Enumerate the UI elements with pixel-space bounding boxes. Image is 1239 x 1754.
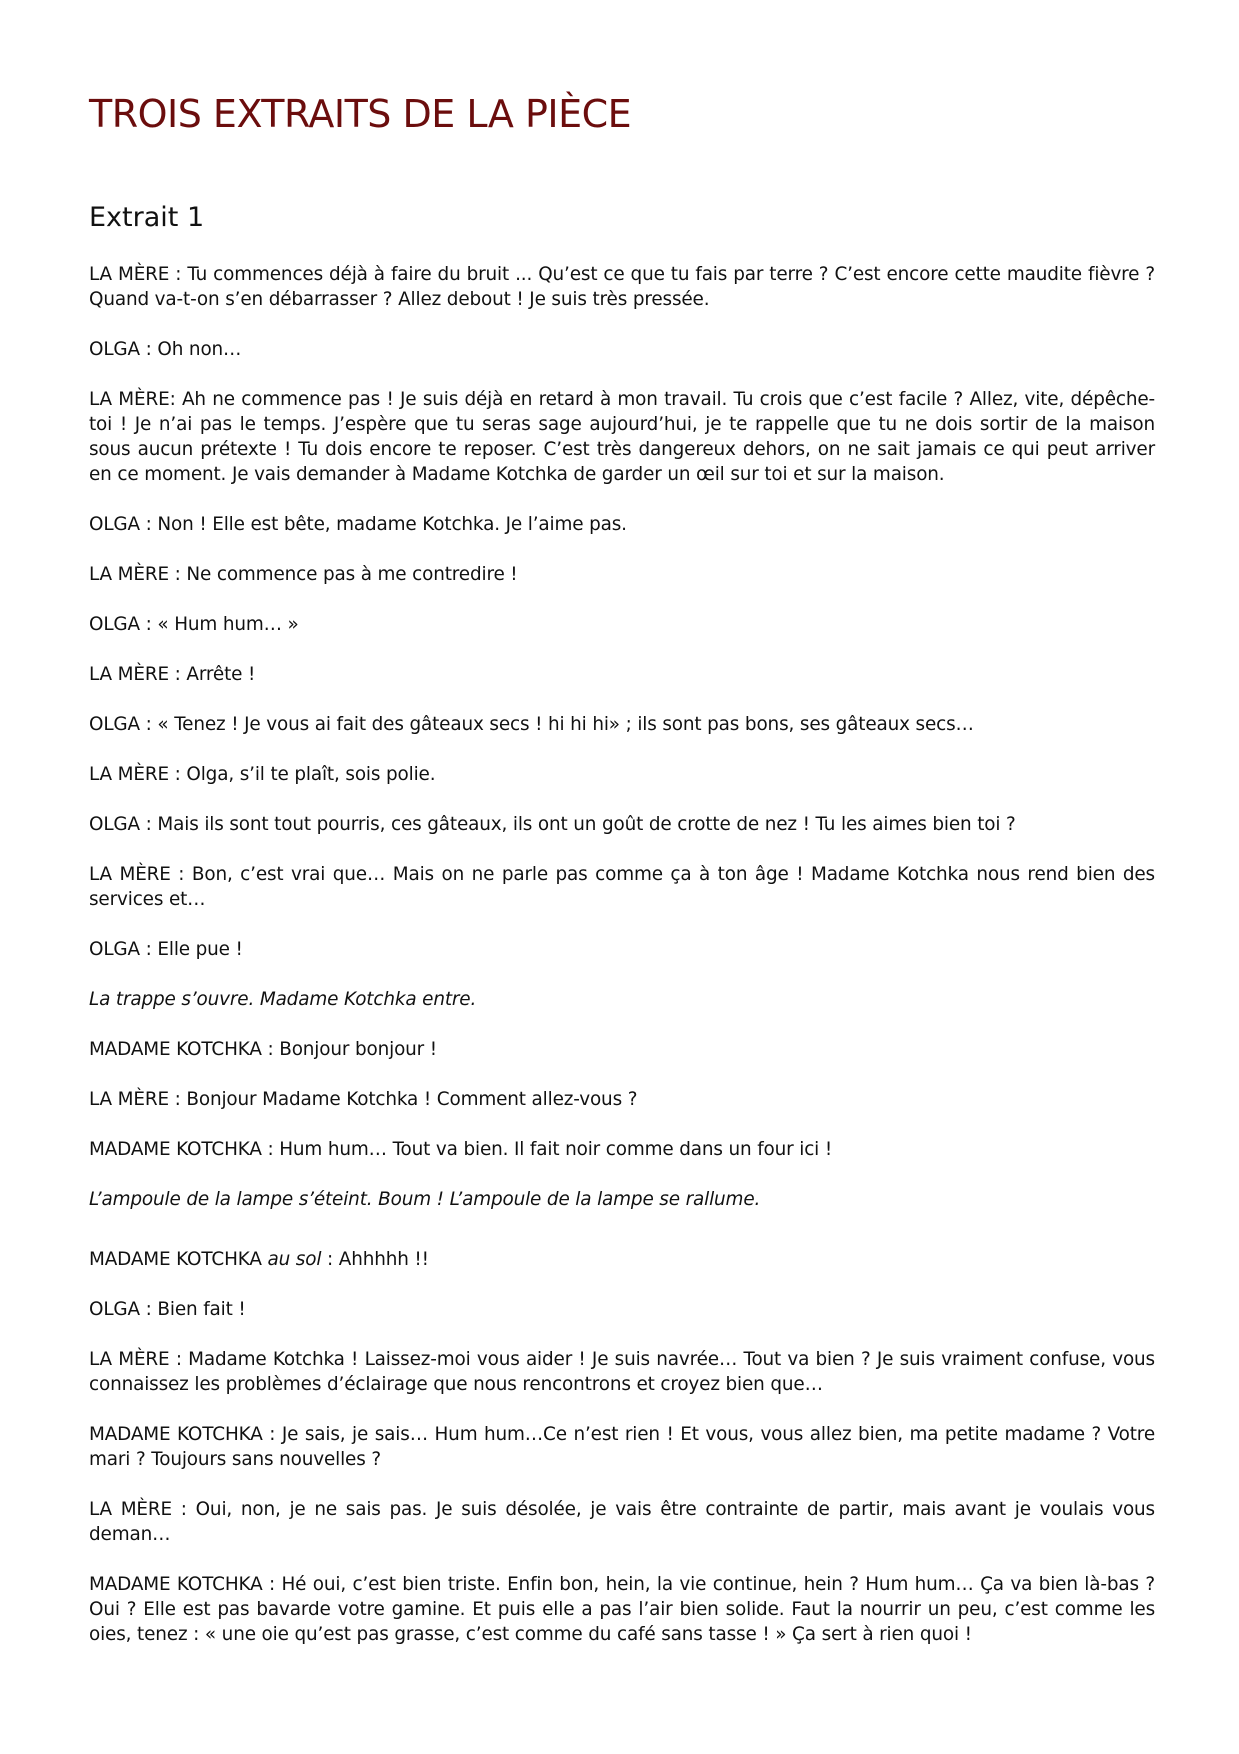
speech-text: Madame Kotchka ! Laissez-moi vous aider ! Je suis navrée… Tout va bien ? Je suis vraiment confuse, vous connaissez les problèmes d’éclairage que nous rencontrons et croyez bien que… [89, 1349, 1155, 1395]
speaker-name: OLGA [89, 339, 140, 360]
speech-text: Mais ils sont tout pourris, ces gâteaux, ils ont un goût de crotte de nez ! Tu les aimes bien toi ? [157, 814, 1016, 835]
speech-text: Ahhhhh !! [338, 1249, 429, 1270]
speaker-name: OLGA [89, 814, 140, 835]
speaker-name: LA MÈRE [89, 764, 169, 785]
speech-text: Elle pue ! [157, 939, 243, 960]
dialogue-line [89, 512, 1155, 537]
speaker-name: LA MÈRE [89, 264, 170, 285]
speaker-name: MADAME KOTCHKA [89, 1574, 263, 1595]
speaker-name: OLGA [89, 514, 140, 535]
speaker-name: LA MÈRE [89, 389, 170, 410]
speaker-name: OLGA [89, 614, 140, 635]
speaker-name: MADAME KOTCHKA [89, 1139, 262, 1160]
speech-text: Bonjour Madame Kotchka ! Comment allez-vous ? [186, 1089, 638, 1110]
speech-text: Ah ne commence pas ! Je suis déjà en retard à mon travail. Tu crois que c’est facile ? Allez, vite, dépêche-toi ! Je n’ai pas le temps. J’espère que tu seras sage aujourd’hui, je te rappelle que tu ne dois sortir de la maison sous aucun prétexte ! Tu dois encore te reposer. C’est très dangereux dehors, on ne sait jamais ce qui peut arriver en ce moment. Je vais demander à Madame Kotchka de garder un œil sur toi et sur la maison. [89, 389, 1156, 485]
document-title: TROIS EXTRAITS DE LA PIÈCE [89, 92, 632, 136]
dialogue-line [89, 1087, 1155, 1112]
speech-text: Non ! Elle est bête, madame Kotchka. Je l’aime pas. [157, 514, 627, 535]
dialogue-line [89, 762, 1155, 787]
speaker-separator: : [169, 1349, 189, 1370]
speaker-separator: : [139, 1299, 158, 1320]
speaker-separator: : [168, 664, 187, 685]
dialogue-line [89, 387, 1155, 487]
speaker-name: LA MÈRE [89, 564, 169, 585]
speech-text: Oui, non, je ne sais pas. Je suis désolée, je vais être contrainte de partir, mais avant je voulais vous deman… [89, 1499, 1155, 1545]
dialogue-line [89, 1297, 1155, 1322]
speaker-name: MADAME KOTCHKA [89, 1039, 262, 1060]
speech-text: Arrête ! [186, 664, 256, 685]
speech-text: « Hum hum… » [157, 614, 299, 635]
speaker-separator: : [169, 264, 188, 285]
speech-text: Tu commences déjà à faire du bruit ... Qu’est ce que tu fais par terre ? C’est encore cette maudite fièvre ? Quand va-t-on s’en débarrasser ? Allez debout ! Je suis très pressée. [89, 264, 1155, 310]
speech-text: « Tenez ! Je vous ai fait des gâteaux secs ! hi hi hi» ; ils sont pas bons, ses gâteaux secs… [157, 714, 974, 735]
speaker-separator: : [321, 1249, 339, 1270]
speaker-name: LA MÈRE [89, 864, 171, 885]
speaker-separator: : [139, 514, 158, 535]
speaker-name: MADAME KOTCHKA [89, 1424, 263, 1445]
speech-text: Oh non… [157, 339, 242, 360]
section-heading: Extrait 1 [89, 202, 205, 233]
speech-text: Je sais, je sais… Hum hum…Ce n’est rien ! Et vous, vous allez bien, ma petite madame ? Votre mari ? Toujours sans nouvelles ? [89, 1424, 1155, 1470]
speaker-separator: : [172, 1499, 196, 1520]
dialogue-body [89, 262, 1155, 1672]
speaker-name: OLGA [89, 714, 140, 735]
dialogue-line [89, 562, 1155, 587]
dialogue-line [89, 262, 1155, 312]
dialogue-line [89, 812, 1155, 837]
speaker-separator: : [262, 1574, 282, 1595]
dialogue-line [89, 937, 1155, 962]
dialogue-line [89, 662, 1155, 687]
speaker-separator: : [168, 564, 187, 585]
dialogue-line [89, 337, 1155, 362]
speaker-separator: : [169, 389, 182, 410]
speaker-name: LA MÈRE [89, 1499, 173, 1520]
speaker-name: MADAME KOTCHKA [89, 1249, 262, 1270]
speaker-name: LA MÈRE [89, 1089, 169, 1110]
dialogue-line [89, 1247, 1155, 1272]
stage-direction: L’ampoule de la lampe s’éteint. Boum ! L’ampoule de la lampe se rallume. [89, 1189, 761, 1210]
speech-text: Bon, c’est vrai que… Mais on ne parle pas comme ça à ton âge ! Madame Kotchka nous rend bien des services et… [89, 864, 1155, 910]
speaker-separator: : [261, 1039, 280, 1060]
speaker-separator: : [170, 864, 192, 885]
speaker-separator: : [139, 339, 158, 360]
dialogue-line [89, 612, 1155, 637]
speech-text: Hum hum… Tout va bien. Il fait noir comme dans un four ici ! [279, 1139, 833, 1160]
speech-text: Olga, s’il te plaît, sois polie. [186, 764, 436, 785]
speaker-separator: : [139, 939, 158, 960]
dialogue-line [89, 1137, 1155, 1162]
dialogue-line [89, 1347, 1155, 1397]
stage-direction: La trappe s’ouvre. Madame Kotchka entre. [89, 989, 477, 1010]
speaker-separator: : [262, 1424, 282, 1445]
speech-text: Bien fait ! [157, 1299, 246, 1320]
speech-text: Ne commence pas à me contredire ! [186, 564, 518, 585]
speaker-name: LA MÈRE [89, 664, 169, 685]
speaker-name: OLGA [89, 1299, 140, 1320]
speaker-separator: : [168, 1089, 187, 1110]
speaker-separator: : [168, 764, 187, 785]
speaker-separator: : [139, 614, 158, 635]
speaker-name: LA MÈRE [89, 1349, 170, 1370]
speaker-separator: : [139, 714, 158, 735]
dialogue-line [89, 712, 1155, 737]
dialogue-line [89, 862, 1155, 912]
dialogue-line [89, 1037, 1155, 1062]
speaker-name: OLGA [89, 939, 140, 960]
speaker-separator: : [139, 814, 158, 835]
speech-text: Bonjour bonjour ! [279, 1039, 438, 1060]
speaker-separator: : [261, 1139, 280, 1160]
dialogue-line [89, 1497, 1155, 1547]
dialogue-line [89, 1422, 1155, 1472]
speech-text: Hé oui, c’est bien triste. Enfin bon, hein, la vie continue, hein ? Hum hum… Ça va bien là-bas ? Oui ? Elle est pas bavarde votre gamine. Et puis elle a pas l’air bien solide. Faut la nourrir un peu, c’est comme les oies, tenez : « une oie qu’est pas grasse, c’est comme du café sans tasse ! » Ça sert à rien quoi ! [89, 1574, 1155, 1645]
dialogue-line [89, 1572, 1155, 1647]
inline-stage-direction: au sol [267, 1249, 322, 1270]
